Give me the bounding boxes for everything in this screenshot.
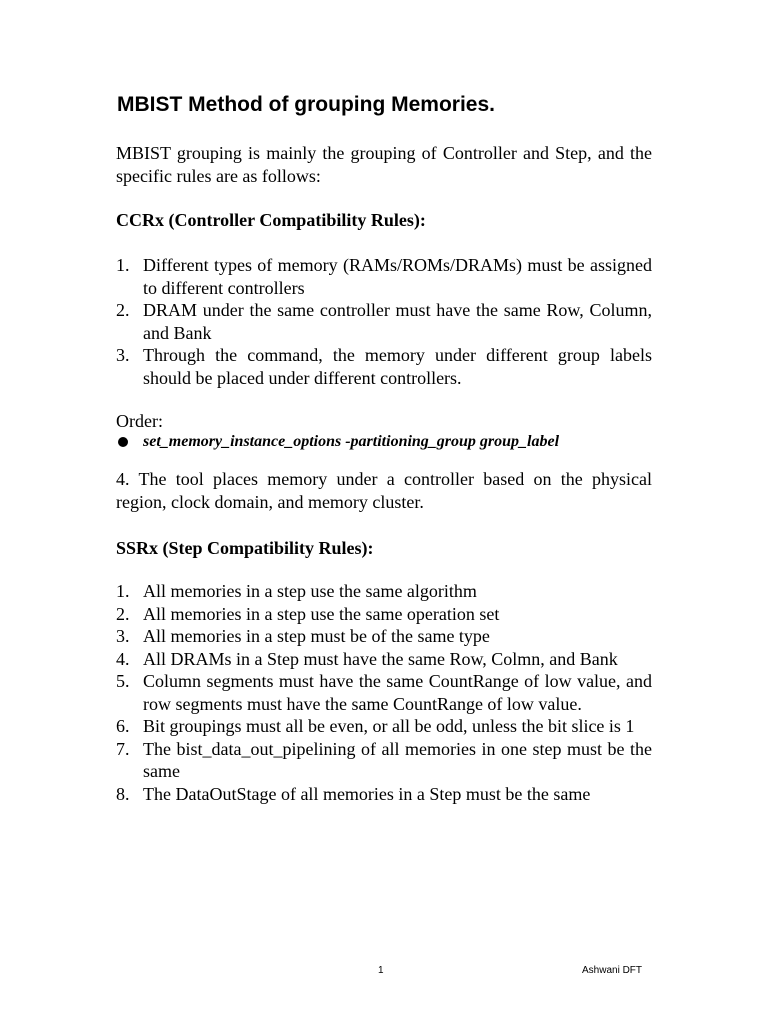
list-number: 1.: [116, 255, 130, 275]
ssr-list-item: [116, 783, 652, 806]
ccr-list-item: [116, 299, 652, 344]
ssr-list-item: [116, 648, 652, 671]
list-item-text: All memories in a step use the same algorithm: [143, 581, 477, 601]
list-item-text: Different types of memory (RAMs/ROMs/DRAMs) must be assigned to different controllers: [143, 255, 652, 298]
ssr-heading: SSRx (Step Compatibility Rules):: [116, 538, 374, 558]
list-number: 6.: [116, 716, 130, 736]
list-item-text: Bit groupings must all be even, or all be odd, unless the bit slice is 1: [143, 716, 635, 736]
list-item-text: The bist_data_out_pipelining of all memories in one step must be the same: [143, 738, 652, 781]
list-number: 4.: [116, 648, 130, 669]
list-number: 3.: [116, 626, 130, 646]
list-item-text: Column segments must have the same CountRange of low value, and row segments must have the same CountRange of low value.: [143, 671, 652, 714]
ssr-list-item: [116, 625, 652, 648]
bullet-dot-icon: [118, 437, 128, 447]
ssr-list-item: [116, 603, 652, 626]
list-number: 1.: [116, 581, 130, 601]
ccr-list: [116, 254, 652, 389]
ssr-list-item: [116, 738, 652, 783]
list-number: 3.: [116, 345, 130, 365]
ssr-list-item: [116, 580, 652, 603]
list-number: 7.: [116, 738, 130, 759]
page-title: MBIST Method of grouping Memories.: [117, 93, 495, 116]
ssr-list: [116, 580, 652, 805]
list-item-text: DRAM under the same controller must have the same Row, Column, and Bank: [143, 300, 652, 343]
list-number: 8.: [116, 783, 130, 804]
list-item-text: Through the command, the memory under different group labels should be placed under different controllers.: [143, 345, 652, 388]
footer-author: Ashwani DFT: [582, 965, 643, 976]
list-item-text: All DRAMs in a Step must have the same Row, Colmn, and Bank: [143, 648, 618, 669]
list-item-text: All memories in a step must be of the same type: [143, 626, 490, 646]
list-number: 2.: [116, 300, 130, 320]
list-item-text: The DataOutStage of all memories in a Step must be the same: [143, 783, 591, 804]
page-number: 1: [378, 965, 384, 976]
ssr-list-item: [116, 715, 652, 738]
intro-paragraph: MBIST grouping is mainly the grouping of Controller and Step, and the specific rules are as follows:: [116, 143, 652, 186]
ccr-list-item: [116, 254, 652, 299]
list-item-text: All memories in a step use the same operation set: [143, 603, 500, 624]
list-number: 5.: [116, 671, 130, 691]
order-label: Order:: [116, 411, 163, 431]
ssr-list-item: [116, 670, 652, 715]
command-text: set_memory_instance_options -partitioning_group group_label: [143, 433, 560, 450]
list-number: 2.: [116, 603, 130, 624]
ccr-heading: CCRx (Controller Compatibility Rules):: [116, 210, 426, 230]
rule-4-paragraph: 4. The tool places memory under a controller based on the physical region, clock domain, and memory cluster.: [116, 469, 652, 512]
command-bullet: [116, 432, 676, 452]
ccr-list-item: [116, 344, 652, 389]
